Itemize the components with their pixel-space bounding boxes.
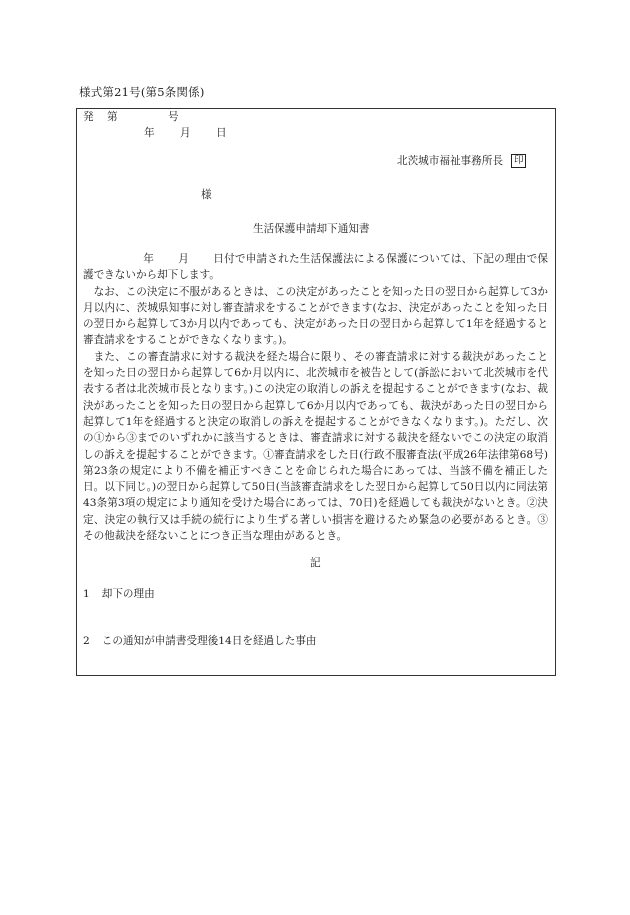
issue-date-nen: 年 xyxy=(144,127,155,139)
notice-body xyxy=(83,251,548,544)
notice-document-frame xyxy=(76,108,556,676)
form-number-label: 様式第21号(第5条関係) xyxy=(79,85,205,99)
body-paragraph-3: また、この審査請求に対する裁決を経た場合に限り、その審査請求に対する裁決があったことを知った日の翌日から起算して6か月以内に、北茨城市を被告として(訴訟において北茨城市を代表する者は北茨城市長となります。)この決定の取消しの訴えを提起することができます(なお、裁決があったことを知った日の翌日から起算して6か月以内であっても、裁決があった日の翌日から起算して1年を経過すると決定の取消しの訴えを提起することができなくなります。)。ただし、次の①から③までのいずれかに該当するときは、審査請求に対する裁決を経ないでこの決定の取消しの訴えを提起することができます。①審査請求をした日(行政不服審査法(平成26年法律第68号)第23条の規定により不備を補正すべきことを命じられた場合にあっては、当該不備を補正した日。以下同じ。)の翌日から起算して50日(当該審査請求をした翌日から起算して50日以内に同法第43条第3項の規定により通知を受けた場合にあっては、70日)を経過しても裁決がないとき。②決定、決定の執行又は手続の続行により生ずる著しい損害を避けるため緊急の必要があるとき。③その他裁決を経ないことにつき正当な理由があるとき。 xyxy=(83,350,548,543)
item-2-number: 2 xyxy=(83,635,90,647)
issuer-name: 北茨城市福祉事務所長 xyxy=(397,155,503,167)
issuer-block xyxy=(397,153,526,169)
item-1 xyxy=(83,586,155,602)
document-title: 生活保護申請却下通知書 xyxy=(253,223,370,235)
item-1-number: 1 xyxy=(83,588,90,600)
issue-hatsu: 発 xyxy=(83,111,94,123)
body-date-gatsu: 月 xyxy=(178,253,190,265)
body-paragraph-1 xyxy=(83,251,548,284)
recipient-honorific: 様 xyxy=(201,189,212,201)
body-date-nen: 年 xyxy=(143,253,155,265)
body-paragraph-2: なお、この決定に不服があるときは、この決定があったことを知った日の翌日から起算して3か月以内に、茨城県知事に対し審査請求をすることができます(なお、決定があったことを知った日の翌日から起算して3か月以内であっても、決定があった日の翌日から起算して1年を経過すると審査請求をすることができなくなります。)。 xyxy=(83,285,548,347)
item-2 xyxy=(83,633,317,649)
seal-mark: 印 xyxy=(511,154,527,168)
issue-date-nichi: 日 xyxy=(216,127,227,139)
issue-go: 号 xyxy=(168,111,179,123)
ki-heading: 記 xyxy=(310,557,321,569)
item-2-label: この通知が申請書受理後14日を経過した事由 xyxy=(101,635,317,647)
item-1-label: 却下の理由 xyxy=(101,588,155,600)
issue-dai: 第 xyxy=(107,111,118,123)
body-paragraph-1-text: 日付で申請された生活保護法による保護については、下記の理由で保護できないから却下します。 xyxy=(83,253,548,282)
issue-date-gatsu: 月 xyxy=(180,127,191,139)
